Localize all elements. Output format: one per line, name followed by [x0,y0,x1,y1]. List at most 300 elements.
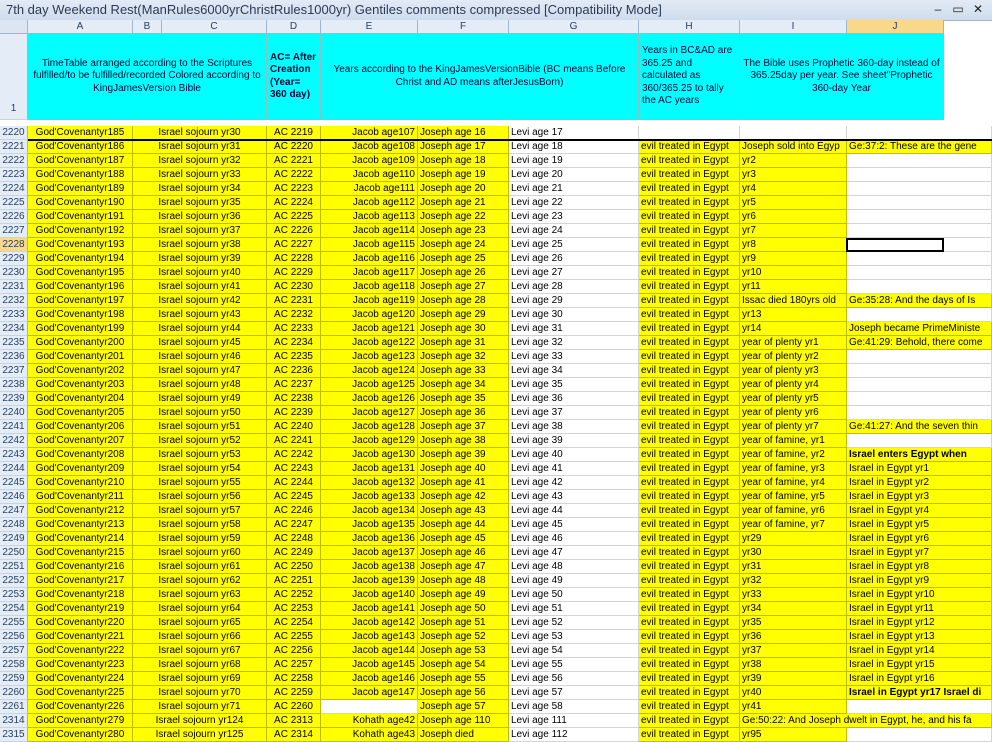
cell-h-2220[interactable] [639,126,740,140]
row-header[interactable]: 2220 [0,126,28,140]
cell-h-2247[interactable]: evil treated in Egypt [639,504,740,518]
cell-e-2224[interactable]: Jacob age111 [321,182,418,196]
row-header[interactable]: 2251 [0,560,28,574]
cell-e-2230[interactable]: Jacob age117 [321,266,418,280]
cell-d-2255[interactable]: AC 2254 [267,616,321,630]
cell-f-2255[interactable]: Joseph age 51 [418,616,509,630]
cell-a-2249[interactable]: God'Covenantyr214 [28,532,133,546]
cell-a-2236[interactable]: God'Covenantyr201 [28,350,133,364]
cell-h-2250[interactable]: evil treated in Egypt [639,546,740,560]
cell-g-2250[interactable]: Levi age 47 [509,546,639,560]
cell-e-2251[interactable]: Jacob age138 [321,560,418,574]
cell-a-2222[interactable]: God'Covenantyr187 [28,154,133,168]
cell-e-2229[interactable]: Jacob age116 [321,252,418,266]
cell-e-2258[interactable]: Jacob age145 [321,658,418,672]
cell-g-2234[interactable]: Levi age 31 [509,322,639,336]
cell-g-2257[interactable]: Levi age 54 [509,644,639,658]
cell-c-2224[interactable]: Israel sojourn yr34 [133,182,267,196]
cell-a-2248[interactable]: God'Covenantyr213 [28,518,133,532]
cell-a-2247[interactable]: God'Covenantyr212 [28,504,133,518]
cell-h-2248[interactable]: evil treated in Egypt [639,518,740,532]
cell-j-2260[interactable]: Israel in Egypt yr17 Israel di [847,686,992,700]
cell-i-2226[interactable]: yr6 [740,210,847,224]
cell-e-2252[interactable]: Jacob age139 [321,574,418,588]
cell-j-2253[interactable]: Israel in Egypt yr10 [847,588,992,602]
cell-a-2242[interactable]: God'Covenantyr207 [28,434,133,448]
cell-h-2251[interactable]: evil treated in Egypt [639,560,740,574]
cell-c-2240[interactable]: Israel sojourn yr50 [133,406,267,420]
cell-e-2257[interactable]: Jacob age144 [321,644,418,658]
cell-c-2231[interactable]: Israel sojourn yr41 [133,280,267,294]
cell-a-2258[interactable]: God'Covenantyr223 [28,658,133,672]
cell-h-2253[interactable]: evil treated in Egypt [639,588,740,602]
cell-f-2257[interactable]: Joseph age 53 [418,644,509,658]
cell-j-2246[interactable]: Israel in Egypt yr3 [847,490,992,504]
column-header-g[interactable]: G [509,20,639,34]
row-header[interactable]: 2222 [0,154,28,168]
cell-a-2253[interactable]: God'Covenantyr218 [28,588,133,602]
row-header[interactable]: 2246 [0,490,28,504]
cell-j-2249[interactable]: Israel in Egypt yr6 [847,532,992,546]
cell-e-2225[interactable]: Jacob age112 [321,196,418,210]
row-header[interactable]: 2256 [0,630,28,644]
cell-j-2232[interactable]: Ge:35:28: And the days of Is [847,294,992,308]
cell-h-2226[interactable]: evil treated in Egypt [639,210,740,224]
cell-e-2243[interactable]: Jacob age130 [321,448,418,462]
cell-f-2240[interactable]: Joseph age 36 [418,406,509,420]
header-prophetic[interactable]: The Bible uses Prophetic 360-day instead of 365.25day per year. See sheet"Prophetic 360-day Year [740,34,944,120]
cell-f-2221[interactable]: Joseph age 17 [418,140,509,154]
cell-a-2239[interactable]: God'Covenantyr204 [28,392,133,406]
header-ac[interactable]: AC= After Creation (Year= 360 day) [267,34,321,120]
cell-i-2228[interactable]: yr8 [740,238,847,252]
cell-f-2241[interactable]: Joseph age 37 [418,420,509,434]
cell-c-2230[interactable]: Israel sojourn yr40 [133,266,267,280]
cell-c-2222[interactable]: Israel sojourn yr32 [133,154,267,168]
cell-c-2236[interactable]: Israel sojourn yr46 [133,350,267,364]
cell-c-2250[interactable]: Israel sojourn yr60 [133,546,267,560]
cell-a-2225[interactable]: God'Covenantyr190 [28,196,133,210]
cell-a-2224[interactable]: God'Covenantyr189 [28,182,133,196]
row-header[interactable]: 2252 [0,574,28,588]
cell-c-2315[interactable]: Israel sojourn yr125 [133,728,267,742]
cell-f-2234[interactable]: Joseph age 30 [418,322,509,336]
cell-f-2235[interactable]: Joseph age 31 [418,336,509,350]
cell-c-2227[interactable]: Israel sojourn yr37 [133,224,267,238]
row-header[interactable]: 2240 [0,406,28,420]
cell-d-2314[interactable]: AC 2313 [267,714,321,728]
row-header[interactable]: 2231 [0,280,28,294]
cell-g-2228[interactable]: Levi age 25 [509,238,639,252]
cell-j-2227[interactable] [847,224,992,238]
cell-d-2231[interactable]: AC 2230 [267,280,321,294]
cell-h-2224[interactable]: evil treated in Egypt [639,182,740,196]
cell-h-2259[interactable]: evil treated in Egypt [639,672,740,686]
restore-button[interactable]: ▭ [952,2,964,16]
cell-j-2236[interactable] [847,350,992,364]
cell-e-2231[interactable]: Jacob age118 [321,280,418,294]
header-timetable[interactable]: TimeTable arranged according to the Scriptures fulfilled/to be fulfilled/recorded Colored according to KingJamesVersion Bible [28,34,267,120]
cell-h-2235[interactable]: evil treated in Egypt [639,336,740,350]
cell-f-2244[interactable]: Joseph age 40 [418,462,509,476]
cell-a-2315[interactable]: God'Covenantyr280 [28,728,133,742]
cell-c-2255[interactable]: Israel sojourn yr65 [133,616,267,630]
row-header[interactable]: 2249 [0,532,28,546]
cell-f-2256[interactable]: Joseph age 52 [418,630,509,644]
cell-e-2223[interactable]: Jacob age110 [321,168,418,182]
cell-f-2231[interactable]: Joseph age 27 [418,280,509,294]
cell-j-2239[interactable] [847,392,992,406]
cell-g-2220[interactable]: Levi age 17 [509,126,639,140]
row-header[interactable]: 2255 [0,616,28,630]
cell-a-2255[interactable]: God'Covenantyr220 [28,616,133,630]
cell-d-2254[interactable]: AC 2253 [267,602,321,616]
cell-g-2221[interactable]: Levi age 18 [509,140,639,154]
cell-d-2224[interactable]: AC 2223 [267,182,321,196]
cell-d-2238[interactable]: AC 2237 [267,378,321,392]
row-header[interactable]: 2238 [0,378,28,392]
cell-a-2256[interactable]: God'Covenantyr221 [28,630,133,644]
cell-f-2243[interactable]: Joseph age 39 [418,448,509,462]
cell-d-2242[interactable]: AC 2241 [267,434,321,448]
column-header-h[interactable]: H [639,20,740,34]
cell-h-2237[interactable]: evil treated in Egypt [639,364,740,378]
cell-i-2256[interactable]: yr36 [740,630,847,644]
cell-f-2251[interactable]: Joseph age 47 [418,560,509,574]
cell-c-2235[interactable]: Israel sojourn yr45 [133,336,267,350]
cell-c-2314[interactable]: Israel sojourn yr124 [133,714,267,728]
cell-g-2253[interactable]: Levi age 50 [509,588,639,602]
cell-g-2251[interactable]: Levi age 48 [509,560,639,574]
cell-i-2252[interactable]: yr32 [740,574,847,588]
cell-i-2234[interactable]: yr14 [740,322,847,336]
row-header[interactable]: 2242 [0,434,28,448]
cell-h-2234[interactable]: evil treated in Egypt [639,322,740,336]
cell-e-2234[interactable]: Jacob age121 [321,322,418,336]
cell-a-2260[interactable]: God'Covenantyr225 [28,686,133,700]
cell-j-2240[interactable] [847,406,992,420]
row-header[interactable]: 2241 [0,420,28,434]
row-header[interactable]: 2258 [0,658,28,672]
row-header[interactable]: 2315 [0,728,28,742]
cell-c-2237[interactable]: Israel sojourn yr47 [133,364,267,378]
cell-d-2245[interactable]: AC 2244 [267,476,321,490]
cell-f-2242[interactable]: Joseph age 38 [418,434,509,448]
cell-a-2234[interactable]: God'Covenantyr199 [28,322,133,336]
column-header-i[interactable]: I [740,20,847,34]
row-header[interactable]: 2247 [0,504,28,518]
cell-e-2228[interactable]: Jacob age115 [321,238,418,252]
cell-f-2227[interactable]: Joseph age 23 [418,224,509,238]
cell-d-2221[interactable]: AC 2220 [267,140,321,154]
cell-e-2254[interactable]: Jacob age141 [321,602,418,616]
cell-h-2230[interactable]: evil treated in Egypt [639,266,740,280]
cell-c-2228[interactable]: Israel sojourn yr38 [133,238,267,252]
cell-a-2259[interactable]: God'Covenantyr224 [28,672,133,686]
cell-f-2252[interactable]: Joseph age 48 [418,574,509,588]
cell-c-2223[interactable]: Israel sojourn yr33 [133,168,267,182]
cell-f-2254[interactable]: Joseph age 50 [418,602,509,616]
cell-e-2248[interactable]: Jacob age135 [321,518,418,532]
row-header[interactable]: 2225 [0,196,28,210]
cell-h-2243[interactable]: evil treated in Egypt [639,448,740,462]
row-header[interactable]: 2253 [0,588,28,602]
cell-f-2232[interactable]: Joseph age 28 [418,294,509,308]
column-header-f[interactable]: F [418,20,509,34]
cell-j-2254[interactable]: Israel in Egypt yr11 [847,602,992,616]
cell-j-2252[interactable]: Israel in Egypt yr9 [847,574,992,588]
cell-h-2246[interactable]: evil treated in Egypt [639,490,740,504]
cell-a-2245[interactable]: God'Covenantyr210 [28,476,133,490]
column-header-c[interactable]: C [162,20,267,34]
cell-g-2230[interactable]: Levi age 27 [509,266,639,280]
cell-e-2240[interactable]: Jacob age127 [321,406,418,420]
cell-e-2227[interactable]: Jacob age114 [321,224,418,238]
cell-d-2256[interactable]: AC 2255 [267,630,321,644]
row-header[interactable]: 2250 [0,546,28,560]
cell-h-2229[interactable]: evil treated in Egypt [639,252,740,266]
cell-g-2247[interactable]: Levi age 44 [509,504,639,518]
cell-g-2236[interactable]: Levi age 33 [509,350,639,364]
cell-d-2246[interactable]: AC 2245 [267,490,321,504]
cell-d-2229[interactable]: AC 2228 [267,252,321,266]
cell-a-2228[interactable]: God'Covenantyr193 [28,238,133,252]
row-header[interactable]: 2234 [0,322,28,336]
header-years-kjv[interactable]: Years according to the KingJamesVersionBible (BC means Before Christ and AD means afterJesusBorn) [321,34,639,120]
cell-h-2254[interactable]: evil treated in Egypt [639,602,740,616]
cell-h-2249[interactable]: evil treated in Egypt [639,532,740,546]
row-header[interactable]: 2239 [0,392,28,406]
cell-f-2238[interactable]: Joseph age 34 [418,378,509,392]
cell-f-2246[interactable]: Joseph age 42 [418,490,509,504]
cell-d-2230[interactable]: AC 2229 [267,266,321,280]
cell-g-2231[interactable]: Levi age 28 [509,280,639,294]
cell-d-2252[interactable]: AC 2251 [267,574,321,588]
cell-a-2314[interactable]: God'Covenantyr279 [28,714,133,728]
cell-d-2243[interactable]: AC 2242 [267,448,321,462]
row-header[interactable]: 2261 [0,700,28,714]
cell-c-2259[interactable]: Israel sojourn yr69 [133,672,267,686]
cell-c-2261[interactable]: Israel sojourn yr71 [133,700,267,714]
cell-j-2238[interactable] [847,378,992,392]
cell-c-2220[interactable]: Israel sojourn yr30 [133,126,267,140]
cell-h-2223[interactable]: evil treated in Egypt [639,168,740,182]
cell-i-2246[interactable]: year of famine, yr5 [740,490,847,504]
cell-c-2221[interactable]: Israel sojourn yr31 [133,140,267,154]
cell-i-2247[interactable]: year of famine, yr6 [740,504,847,518]
cell-d-2315[interactable]: AC 2314 [267,728,321,742]
cell-g-2249[interactable]: Levi age 46 [509,532,639,546]
cell-d-2225[interactable]: AC 2224 [267,196,321,210]
cell-i-2314[interactable]: Ge:50:22: And Joseph dwelt in Egypt, he, and his fa [740,714,992,728]
row-header[interactable]: 2248 [0,518,28,532]
cell-i-2254[interactable]: yr34 [740,602,847,616]
cell-h-2225[interactable]: evil treated in Egypt [639,196,740,210]
cell-d-2260[interactable]: AC 2259 [267,686,321,700]
cell-d-2258[interactable]: AC 2257 [267,658,321,672]
cell-i-2315[interactable]: yr95 [740,728,847,742]
cell-i-2237[interactable]: year of plenty yr3 [740,364,847,378]
cell-g-2259[interactable]: Levi age 56 [509,672,639,686]
cell-i-2222[interactable]: yr2 [740,154,847,168]
cell-c-2245[interactable]: Israel sojourn yr55 [133,476,267,490]
cell-e-2239[interactable]: Jacob age126 [321,392,418,406]
cell-a-2254[interactable]: God'Covenantyr219 [28,602,133,616]
cell-f-2258[interactable]: Joseph age 54 [418,658,509,672]
cell-i-2225[interactable]: yr5 [740,196,847,210]
cell-a-2250[interactable]: God'Covenantyr215 [28,546,133,560]
cell-j-2221[interactable]: Ge:37:2: These are the gene [847,140,992,154]
row-header[interactable]: 2260 [0,686,28,700]
row-header[interactable]: 2314 [0,714,28,728]
cell-j-2237[interactable] [847,364,992,378]
cell-j-2229[interactable] [847,252,992,266]
row-header[interactable]: 2228 [0,238,28,252]
cell-h-2222[interactable]: evil treated in Egypt [639,154,740,168]
cell-i-2230[interactable]: yr10 [740,266,847,280]
cell-d-2248[interactable]: AC 2247 [267,518,321,532]
cell-h-2257[interactable]: evil treated in Egypt [639,644,740,658]
cell-g-2224[interactable]: Levi age 21 [509,182,639,196]
cell-d-2220[interactable]: AC 2219 [267,126,321,140]
cell-h-2260[interactable]: evil treated in Egypt [639,686,740,700]
cell-f-2220[interactable]: Joseph age 16 [418,126,509,140]
cell-h-2236[interactable]: evil treated in Egypt [639,350,740,364]
cell-f-2236[interactable]: Joseph age 32 [418,350,509,364]
cell-a-2240[interactable]: God'Covenantyr205 [28,406,133,420]
cell-c-2249[interactable]: Israel sojourn yr59 [133,532,267,546]
cell-c-2244[interactable]: Israel sojourn yr54 [133,462,267,476]
cell-e-2221[interactable]: Jacob age108 [321,140,418,154]
cell-d-2233[interactable]: AC 2232 [267,308,321,322]
cell-i-2250[interactable]: yr30 [740,546,847,560]
cell-c-2242[interactable]: Israel sojourn yr52 [133,434,267,448]
cell-j-2259[interactable]: Israel in Egypt yr16 [847,672,992,686]
cell-g-2252[interactable]: Levi age 49 [509,574,639,588]
cell-f-2315[interactable]: Joseph died [418,728,509,742]
row-header[interactable]: 2226 [0,210,28,224]
cell-g-2241[interactable]: Levi age 38 [509,420,639,434]
cell-g-2256[interactable]: Levi age 53 [509,630,639,644]
cell-a-2226[interactable]: God'Covenantyr191 [28,210,133,224]
cell-j-2251[interactable]: Israel in Egypt yr8 [847,560,992,574]
cell-c-2238[interactable]: Israel sojourn yr48 [133,378,267,392]
cell-j-2231[interactable] [847,280,992,294]
cell-e-2226[interactable]: Jacob age113 [321,210,418,224]
row-header[interactable]: 2224 [0,182,28,196]
column-header-d[interactable]: D [267,20,321,34]
row-header[interactable]: 2245 [0,476,28,490]
select-all-corner[interactable] [0,20,28,34]
cell-d-2240[interactable]: AC 2239 [267,406,321,420]
cell-h-2258[interactable]: evil treated in Egypt [639,658,740,672]
cell-d-2226[interactable]: AC 2225 [267,210,321,224]
cell-j-2258[interactable]: Israel in Egypt yr15 [847,658,992,672]
cell-g-2246[interactable]: Levi age 43 [509,490,639,504]
cell-i-2232[interactable]: Issac died 180yrs old [740,294,847,308]
cell-e-2255[interactable]: Jacob age142 [321,616,418,630]
cell-i-2233[interactable]: yr13 [740,308,847,322]
cell-c-2233[interactable]: Israel sojourn yr43 [133,308,267,322]
cell-d-2253[interactable]: AC 2252 [267,588,321,602]
cell-i-2259[interactable]: yr39 [740,672,847,686]
cell-d-2244[interactable]: AC 2243 [267,462,321,476]
cell-e-2242[interactable]: Jacob age129 [321,434,418,448]
column-header-j[interactable]: J [847,20,944,34]
cell-c-2247[interactable]: Israel sojourn yr57 [133,504,267,518]
cell-d-2234[interactable]: AC 2233 [267,322,321,336]
cell-i-2241[interactable]: year of plenty yr7 [740,420,847,434]
cell-j-2255[interactable]: Israel in Egypt yr12 [847,616,992,630]
cell-f-2253[interactable]: Joseph age 49 [418,588,509,602]
cell-j-2245[interactable]: Israel in Egypt yr2 [847,476,992,490]
cell-j-2315[interactable] [847,728,992,742]
cell-d-2222[interactable]: AC 2221 [267,154,321,168]
cell-a-2246[interactable]: God'Covenantyr211 [28,490,133,504]
cell-f-2222[interactable]: Joseph age 18 [418,154,509,168]
cell-g-2235[interactable]: Levi age 32 [509,336,639,350]
row-header[interactable]: 2235 [0,336,28,350]
cell-e-2235[interactable]: Jacob age122 [321,336,418,350]
cell-h-2261[interactable]: evil treated in Egypt [639,700,740,714]
cell-e-2315[interactable]: Kohath age43 [321,728,418,742]
cell-c-2251[interactable]: Israel sojourn yr61 [133,560,267,574]
cell-a-2231[interactable]: God'Covenantyr196 [28,280,133,294]
cell-g-2227[interactable]: Levi age 24 [509,224,639,238]
cell-g-2242[interactable]: Levi age 39 [509,434,639,448]
cell-i-2258[interactable]: yr38 [740,658,847,672]
cell-a-2230[interactable]: God'Covenantyr195 [28,266,133,280]
row-header[interactable]: 2257 [0,644,28,658]
cell-c-2239[interactable]: Israel sojourn yr49 [133,392,267,406]
cell-h-2256[interactable]: evil treated in Egypt [639,630,740,644]
cell-e-2245[interactable]: Jacob age132 [321,476,418,490]
cell-a-2221[interactable]: God'Covenantyr186 [28,140,133,154]
cell-i-2243[interactable]: year of famine, yr2 [740,448,847,462]
cell-f-2249[interactable]: Joseph age 45 [418,532,509,546]
cell-a-2223[interactable]: God'Covenantyr188 [28,168,133,182]
cell-g-2233[interactable]: Levi age 30 [509,308,639,322]
cell-i-2255[interactable]: yr35 [740,616,847,630]
cell-g-2222[interactable]: Levi age 19 [509,154,639,168]
cell-g-2245[interactable]: Levi age 42 [509,476,639,490]
cell-f-2239[interactable]: Joseph age 35 [418,392,509,406]
cell-a-2238[interactable]: God'Covenantyr203 [28,378,133,392]
cell-d-2236[interactable]: AC 2235 [267,350,321,364]
cell-d-2223[interactable]: AC 2222 [267,168,321,182]
row-header[interactable]: 2230 [0,266,28,280]
cell-d-2259[interactable]: AC 2258 [267,672,321,686]
cell-a-2243[interactable]: God'Covenantyr208 [28,448,133,462]
cell-c-2256[interactable]: Israel sojourn yr66 [133,630,267,644]
cell-f-2233[interactable]: Joseph age 29 [418,308,509,322]
cell-d-2235[interactable]: AC 2234 [267,336,321,350]
column-header-a[interactable]: A [28,20,133,34]
cell-c-2241[interactable]: Israel sojourn yr51 [133,420,267,434]
cell-h-2244[interactable]: evil treated in Egypt [639,462,740,476]
cell-h-2239[interactable]: evil treated in Egypt [639,392,740,406]
cell-j-2228[interactable] [847,238,992,252]
header-bc-ad[interactable]: Years in BC&AD are 365.25 and calculated as 360/365.25 to tally the AC years [639,34,740,120]
cell-g-2238[interactable]: Levi age 35 [509,378,639,392]
cell-e-2237[interactable]: Jacob age124 [321,364,418,378]
cell-g-2243[interactable]: Levi age 40 [509,448,639,462]
cell-g-2258[interactable]: Levi age 55 [509,658,639,672]
cell-d-2251[interactable]: AC 2250 [267,560,321,574]
cell-c-2246[interactable]: Israel sojourn yr56 [133,490,267,504]
cell-d-2239[interactable]: AC 2238 [267,392,321,406]
cell-a-2229[interactable]: God'Covenantyr194 [28,252,133,266]
